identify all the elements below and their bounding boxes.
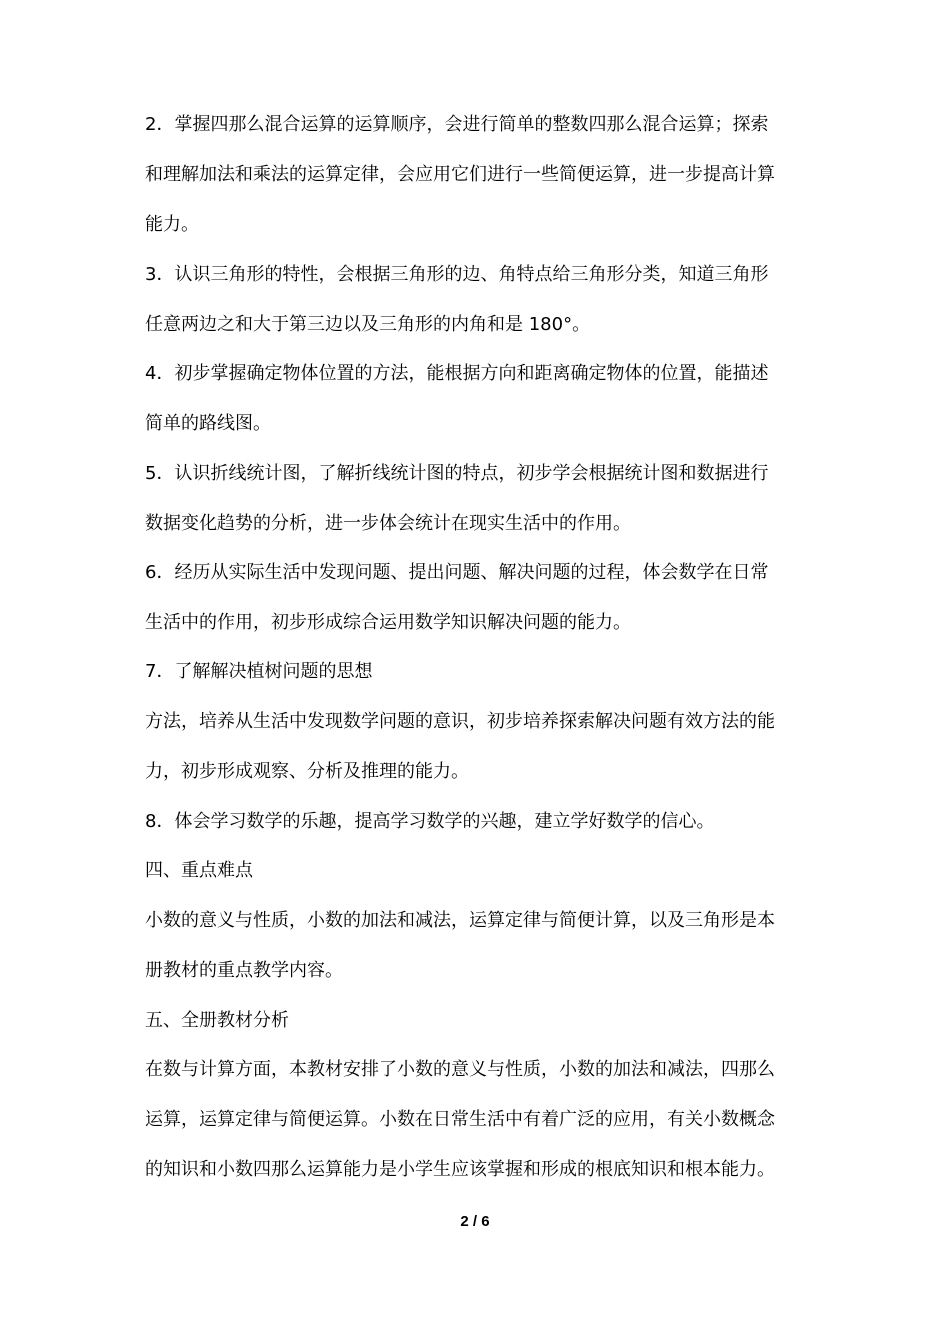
text-line: 小数的意义与性质，小数的加法和减法，运算定律与简便计算，以及三角形是本 xyxy=(145,910,775,931)
text-line: 简单的路线图。 xyxy=(145,413,271,434)
text-line: 4．初步掌握确定物体位置的方法，能根据方向和距离确定物体的位置，能描述 xyxy=(145,363,769,384)
text-line: 7．了解解决植树问题的思想 xyxy=(145,661,373,682)
text-line: 2．掌握四那么混合运算的运算顺序，会进行简单的整数四那么混合运算；探索 xyxy=(145,114,769,135)
text-line: 方法，培养从生活中发现数学问题的意识，初步培养探索解决问题有效方法的能 xyxy=(145,711,775,732)
text-line: 在数与计算方面，本教材安排了小数的意义与性质，小数的加法和减法，四那么 xyxy=(145,1059,775,1080)
text-line: 和理解加法和乘法的运算定律，会应用它们进行一些简便运算，进一步提高计算 xyxy=(145,164,775,185)
text-line: 能力。 xyxy=(145,214,199,235)
section-heading: 五、全册教材分析 xyxy=(145,1010,289,1031)
text-line: 生活中的作用，初步形成综合运用数学知识解决问题的能力。 xyxy=(145,612,631,633)
page-number: 2 / 6 xyxy=(460,1213,490,1230)
text-line: 的知识和小数四那么运算能力是小学生应该掌握和形成的根底知识和根本能力。 xyxy=(145,1159,775,1180)
text-line: 3．认识三角形的特性，会根据三角形的边、角特点给三角形分类，知道三角形 xyxy=(145,264,769,285)
text-line: 任意两边之和大于第三边以及三角形的内角和是 180°。 xyxy=(145,314,591,335)
text-line: 力，初步形成观察、分析及推理的能力。 xyxy=(145,761,469,782)
text-line: 册教材的重点教学内容。 xyxy=(145,960,343,981)
text-line: 5．认识折线统计图，了解折线统计图的特点，初步学会根据统计图和数据进行 xyxy=(145,463,769,484)
text-line: 6．经历从实际生活中发现问题、提出问题、解决问题的过程，体会数学在日常 xyxy=(145,562,769,583)
text-line: 数据变化趋势的分析，进一步体会统计在现实生活中的作用。 xyxy=(145,513,631,534)
text-line: 运算，运算定律与简便运算。小数在日常生活中有着广泛的应用，有关小数概念 xyxy=(145,1109,775,1130)
section-heading: 四、重点难点 xyxy=(145,860,253,881)
text-line: 8．体会学习数学的乐趣，提高学习数学的兴趣，建立学好数学的信心。 xyxy=(145,811,715,832)
